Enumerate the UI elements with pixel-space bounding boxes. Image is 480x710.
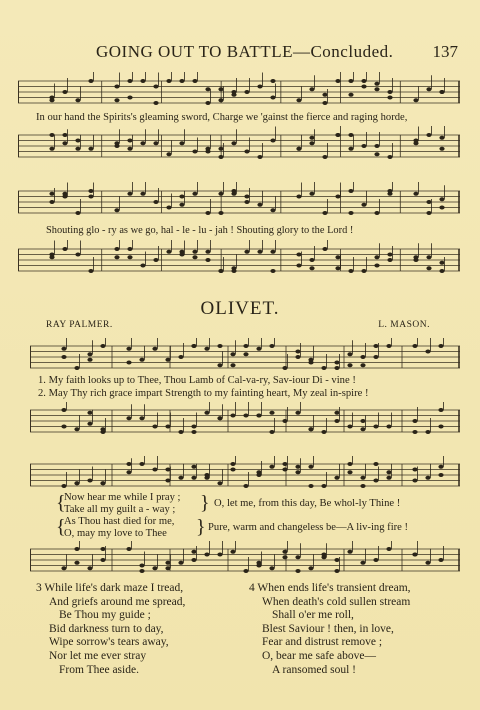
verse-brace-3: { bbox=[56, 516, 66, 538]
words-credit: RAY PALMER. bbox=[46, 320, 113, 330]
stanza-3-line: From Thee aside. bbox=[59, 663, 139, 676]
hymn-title: OLIVET. bbox=[200, 298, 280, 319]
olivet-v2-right: Pure, warm and changeless be—A liv-ing fire ! bbox=[208, 522, 409, 533]
battle-lyric-line-1: In our hand the Spirits's gleaming sword, Charge we 'gainst the fierce and raging horde, bbox=[36, 112, 408, 123]
olivet-v2-left-a: As Thou hast died for me, bbox=[64, 516, 175, 527]
stanza-4-line: When death's cold sullen stream bbox=[262, 595, 411, 608]
battle-system-2-treble bbox=[18, 182, 460, 222]
battle-system-1-bass bbox=[18, 126, 460, 166]
olivet-system-1-treble bbox=[30, 338, 460, 376]
olivet-v1-right: O, let me, from this day, Be whol-ly Thine ! bbox=[214, 498, 401, 509]
battle-system-2-bass bbox=[18, 240, 460, 280]
stanza-3-line: 3 While life's dark maze I tread, bbox=[36, 582, 184, 594]
stanza-4-line: Shall o'er me roll, bbox=[272, 609, 354, 622]
stanza-3-line: And griefs around me spread, bbox=[49, 595, 186, 608]
stanza-3-line: Bid darkness turn to day, bbox=[49, 622, 164, 635]
stanza-4-line: Blest Saviour ! then, in love, bbox=[262, 622, 394, 635]
running-title: GOING OUT TO BATTLE—Concluded. bbox=[96, 42, 394, 61]
olivet-system-2-bass bbox=[30, 541, 460, 579]
stanza-4-line: 4 When ends life's transient dream, bbox=[249, 582, 411, 594]
stanza-3-line: Be Thou my guide ; bbox=[59, 609, 151, 622]
stanza-4-line: A ransomed soul ! bbox=[272, 663, 357, 676]
olivet-system-2-treble bbox=[30, 456, 460, 494]
battle-lyric-line-2: Shouting glo - ry as we go, hal - le - lu - jah ! Shouting glory to the Lord ! bbox=[46, 225, 354, 236]
page-number: 137 bbox=[432, 42, 458, 61]
olivet-v1-left-a: Now hear me while I pray ; bbox=[64, 492, 181, 503]
olivet-verse-1-line: 1. My faith looks up to Thee, Thou Lamb of Cal-va-ry, Sav-iour Di - vine ! bbox=[38, 375, 356, 386]
olivet-v1-left-b: Take all my guilt a - way ; bbox=[64, 504, 176, 515]
music-credit: L. MASON. bbox=[378, 320, 430, 330]
stanza-4-line: O, bear me safe above— bbox=[262, 649, 376, 662]
verse-brace-1: { bbox=[56, 492, 66, 514]
stanza-4 bbox=[249, 582, 411, 677]
olivet-system-1-bass bbox=[30, 402, 460, 440]
page-header bbox=[0, 42, 480, 64]
stanza-3-line: Nor let me ever stray bbox=[49, 649, 147, 662]
stanza-3-line: Wipe sorrow's tears away, bbox=[49, 636, 169, 649]
verse-brace-4: } bbox=[196, 516, 206, 538]
stanza-3 bbox=[36, 582, 185, 677]
stanza-4-line: Fear and distrust remove ; bbox=[262, 636, 383, 649]
verse-brace-2: } bbox=[200, 492, 210, 514]
battle-system-1-treble bbox=[18, 72, 460, 112]
olivet-v2-left-b: O, may my love to Thee bbox=[64, 528, 167, 539]
olivet-verse-2-line: 2. May Thy rich grace impart Strength to my fainting heart, My zeal in-spire ! bbox=[38, 388, 369, 399]
